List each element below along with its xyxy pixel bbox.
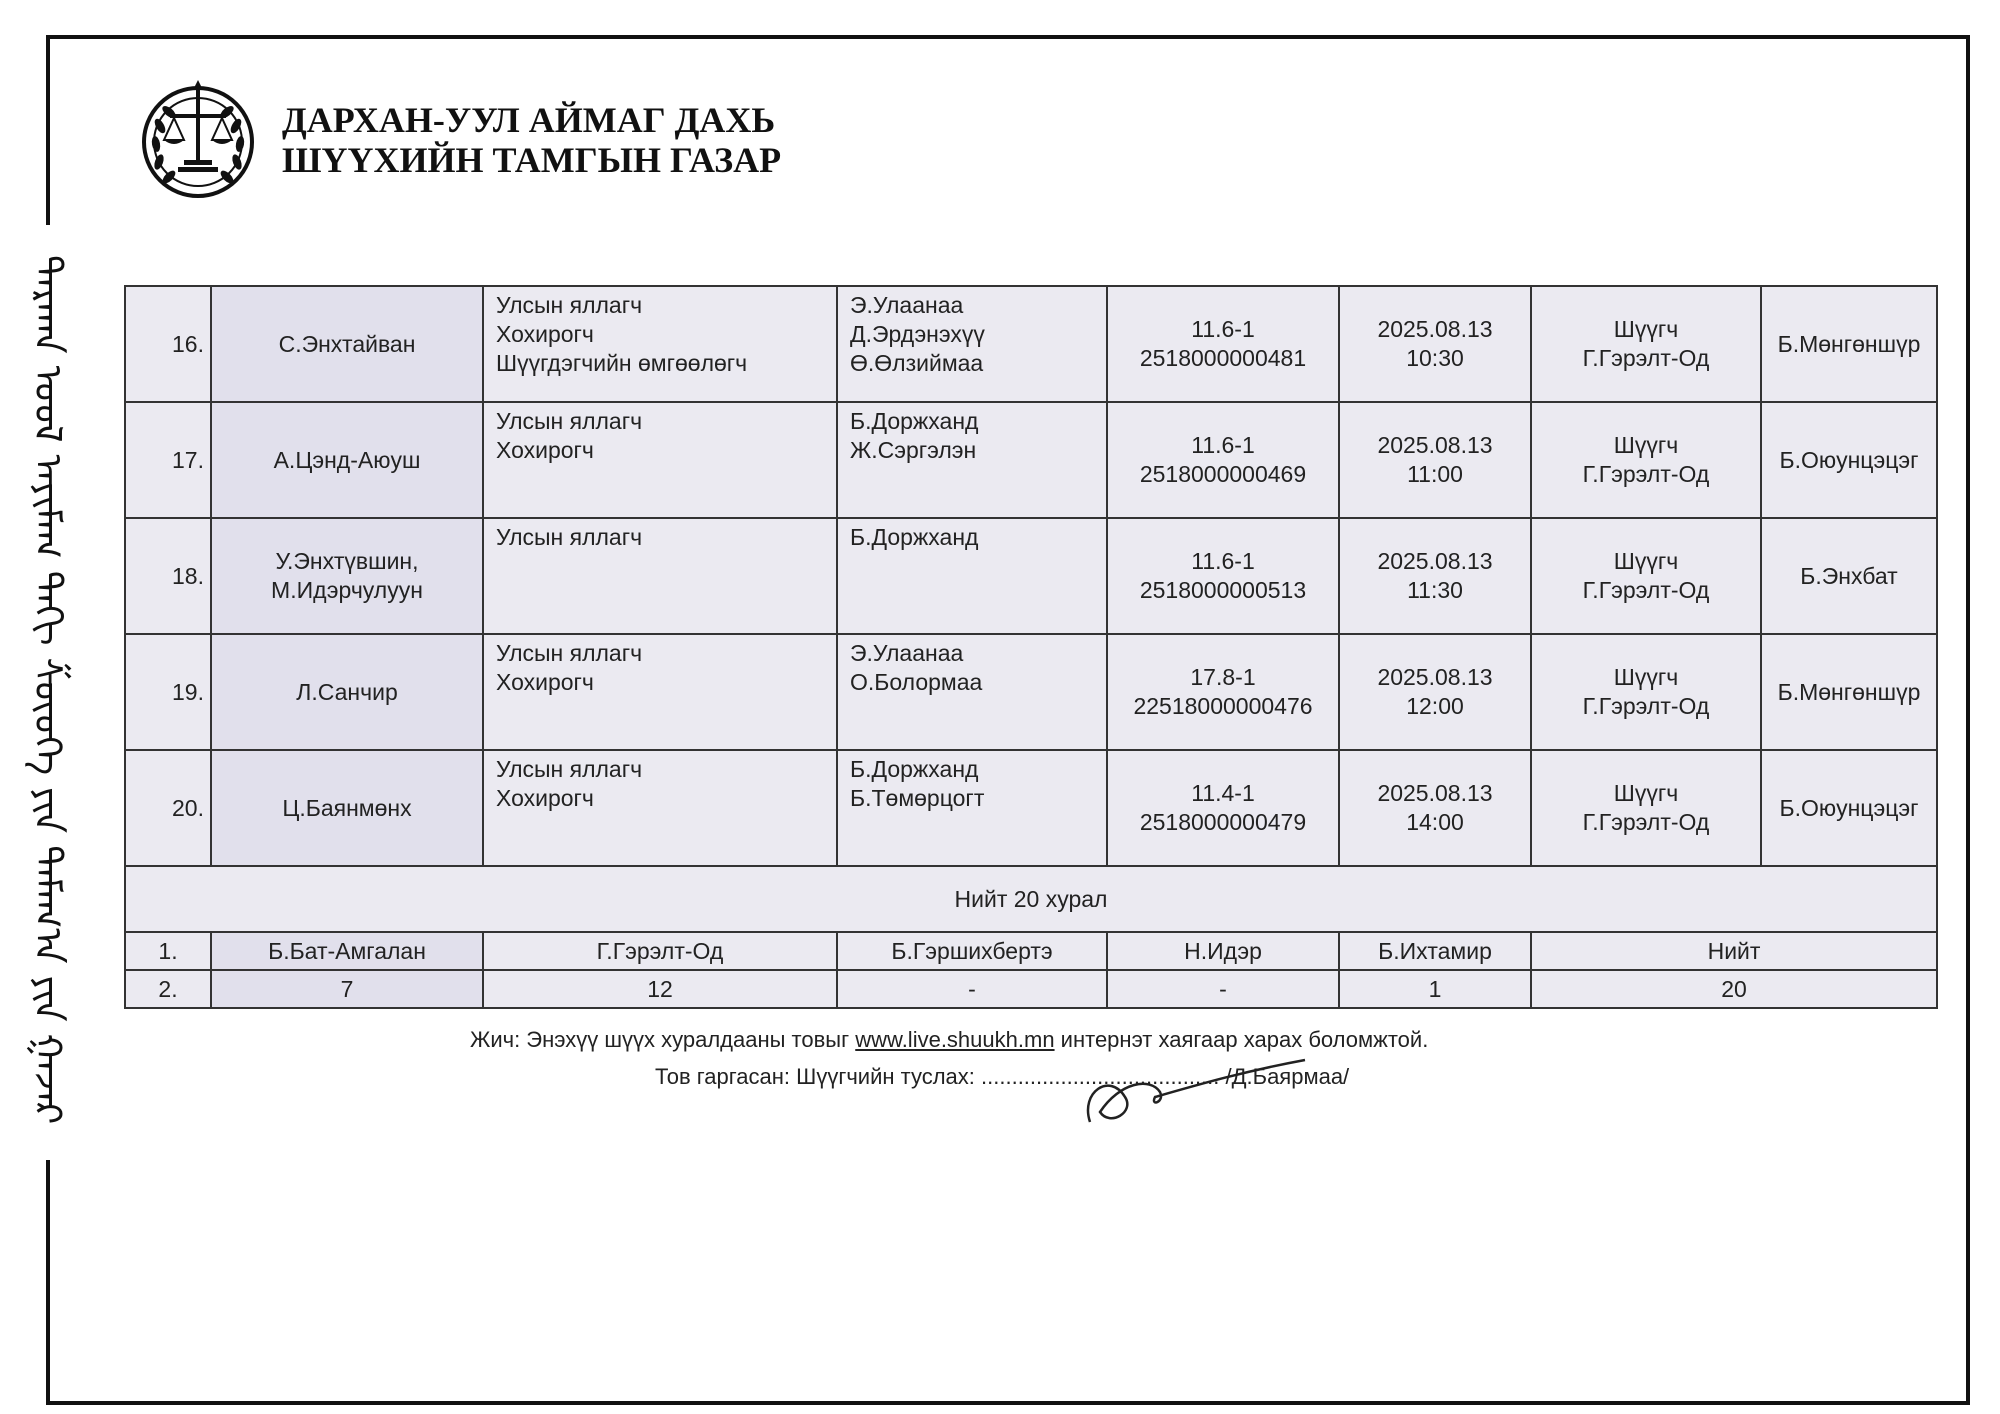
article-code: 11.6-1 [1191, 316, 1255, 342]
summary-cell [125, 970, 211, 1008]
row-number [125, 286, 211, 402]
parties-cell [483, 634, 837, 750]
summary-value: Б.Гэршихбертэ [891, 937, 1053, 964]
secretary-name: Б.Энхбат [1800, 562, 1898, 589]
party-role: Улсын яллагч [496, 756, 643, 782]
summary-cell [211, 932, 483, 970]
attendee-name: Б.Доржханд [850, 524, 979, 550]
mongolian-script-side-text: ᠳᠠᠷᠬᠠᠨ ᠤᠤᠯ ᠠᠶᠢᠮᠠᠭ ᠳᠠᠬᠢ ᠱᠦᠦᠬᠡ ᠶᠢᠨ ᠲᠠᠮᠠᠭ᠎ᠠ ᠶᠢᠨ ᠭᠠᠵᠠᠷ [26, 255, 70, 1125]
defendant-name-text: М.Идэрчулуун [271, 577, 423, 603]
hearing-date: 2025.08.13 [1377, 548, 1493, 574]
summary-value: 7 [340, 975, 354, 1002]
summary-cell [483, 932, 837, 970]
hearing-time: 14:00 [1406, 809, 1464, 835]
summary-cell [1107, 970, 1339, 1008]
summary-value: 2. [158, 975, 178, 1002]
hearing-date: 2025.08.13 [1377, 316, 1493, 342]
case-number: 2518000000481 [1139, 345, 1307, 371]
summary-cell [1339, 970, 1531, 1008]
judge-cell [1531, 518, 1761, 634]
prepared-by-line: Тов гаргасан: Шүүгчийн туслах: ....................................... /Д.Баярмаа/ [655, 1064, 1350, 1089]
row-number-text: 18. [172, 562, 204, 589]
table-row [125, 402, 1937, 518]
party-role: Хохирогч [496, 669, 594, 695]
party-role: Хохирогч [496, 785, 594, 811]
parties-cell [483, 750, 837, 866]
summary-cell [1531, 970, 1937, 1008]
summary-cell [1339, 932, 1531, 970]
case-number: 2518000000479 [1139, 809, 1307, 835]
total-row [125, 866, 1937, 932]
defendant-name [211, 634, 483, 750]
parties-cell [483, 518, 837, 634]
attendees-cell [837, 634, 1107, 750]
attendee-name: Э.Улаанаа [850, 640, 964, 666]
org-title-line2: ШҮҮХИЙН ТАМГЫН ГАЗАР [282, 140, 782, 180]
live-site-link[interactable]: www.live.shuukh.mn [855, 1027, 1055, 1052]
datetime-cell [1339, 286, 1531, 402]
signature-mark [1080, 1052, 1310, 1132]
case-cell [1107, 518, 1339, 634]
court-emblem-icon [138, 74, 258, 204]
hearing-time: 11:00 [1407, 461, 1463, 487]
summary-value: 12 [647, 975, 673, 1002]
hearing-schedule-table [124, 285, 1938, 1009]
secretary-cell [1761, 750, 1937, 866]
case-cell [1107, 286, 1339, 402]
datetime-cell [1339, 402, 1531, 518]
judge-name: Г.Гэрэлт-Од [1582, 345, 1710, 371]
parties-cell [483, 286, 837, 402]
total-label [125, 866, 1937, 932]
table-row [125, 750, 1937, 866]
datetime-cell [1339, 518, 1531, 634]
case-number: 2518000000513 [1139, 577, 1307, 603]
judge-name: Г.Гэрэлт-Од [1582, 461, 1710, 487]
article-code: 11.4-1 [1191, 780, 1255, 806]
summary-cell [1107, 932, 1339, 970]
judge-name: Г.Гэрэлт-Од [1582, 577, 1710, 603]
summary-value: 1. [158, 937, 178, 964]
summary-cell [125, 932, 211, 970]
defendant-name-text: Л.Санчир [296, 678, 398, 705]
total-label-text: Нийт 20 хурал [954, 885, 1108, 912]
datetime-cell [1339, 634, 1531, 750]
case-cell [1107, 634, 1339, 750]
judge-cell [1531, 286, 1761, 402]
attendees-cell [837, 402, 1107, 518]
attendee-name: Э.Улаанаа [850, 292, 964, 318]
row-number-text: 20. [172, 794, 204, 821]
footnote-suffix: интернэт хаягаар харах боломжтой. [1054, 1027, 1429, 1052]
defendant-name-text: Ц.Баянмөнх [282, 794, 412, 821]
judge-cell [1531, 750, 1761, 866]
secretary-name: Б.Оюунцэцэг [1779, 446, 1919, 473]
summary-value: 20 [1721, 975, 1747, 1002]
row-number-text: 16. [172, 330, 204, 357]
row-number [125, 750, 211, 866]
defendant-name [211, 750, 483, 866]
summary-value: Нийт [1707, 937, 1761, 964]
summary-value: 1 [1428, 975, 1442, 1002]
party-role: Улсын яллагч [496, 640, 643, 666]
attendee-name: Б.Төмөрцогт [850, 785, 985, 811]
hearing-time: 12:00 [1406, 693, 1464, 719]
summary-cell [837, 932, 1107, 970]
defendant-name [211, 518, 483, 634]
secretary-cell [1761, 634, 1937, 750]
secretary-name: Б.Оюунцэцэг [1779, 794, 1919, 821]
parties-cell [483, 402, 837, 518]
summary-row [125, 970, 1937, 1008]
summary-value: - [968, 975, 976, 1002]
summary-value: Н.Идэр [1184, 937, 1262, 964]
judge-name: Г.Гэрэлт-Од [1582, 809, 1710, 835]
row-number [125, 518, 211, 634]
defendant-name-text: У.Энхтүвшин, [275, 548, 419, 574]
party-role: Улсын яллагч [496, 292, 643, 318]
judge-title: Шүүгч [1613, 780, 1679, 806]
hearing-time: 11:30 [1407, 577, 1463, 603]
judge-title: Шүүгч [1613, 548, 1679, 574]
party-role: Улсын яллагч [496, 408, 643, 434]
hearing-time: 10:30 [1406, 345, 1464, 371]
party-role: Шүүгдэгчийн өмгөөлөгч [496, 350, 748, 376]
summary-cell [1531, 932, 1937, 970]
secretary-cell [1761, 286, 1937, 402]
summary-cell [837, 970, 1107, 1008]
table-row [125, 518, 1937, 634]
judge-cell [1531, 634, 1761, 750]
hearing-date: 2025.08.13 [1377, 432, 1493, 458]
attendee-name: Б.Доржханд [850, 756, 979, 782]
attendees-cell [837, 750, 1107, 866]
party-role: Хохирогч [496, 321, 594, 347]
defendant-name [211, 402, 483, 518]
court-office-title [282, 100, 781, 180]
article-code: 11.6-1 [1191, 432, 1255, 458]
footnote [470, 1027, 1428, 1053]
judge-name: Г.Гэрэлт-Од [1582, 693, 1710, 719]
article-code: 17.8-1 [1190, 664, 1256, 690]
footnote-prefix: Жич: Энэхүү шүүх хуралдааны товыг [470, 1027, 856, 1052]
attendee-name: Д.Эрдэнэхүү [850, 321, 985, 347]
case-number: 2518000000469 [1139, 461, 1307, 487]
judge-cell [1531, 402, 1761, 518]
row-number-text: 17. [172, 446, 204, 473]
judge-title: Шүүгч [1613, 316, 1679, 342]
table-row [125, 634, 1937, 750]
attendee-name: Б.Доржханд [850, 408, 979, 434]
table-row [125, 286, 1937, 402]
row-number-text: 19. [172, 678, 204, 705]
hearing-date: 2025.08.13 [1377, 664, 1493, 690]
defendant-name-text: С.Энхтайван [278, 330, 416, 357]
party-role: Улсын яллагч [496, 524, 643, 550]
attendee-name: О.Болормаа [850, 669, 983, 695]
summary-row [125, 932, 1937, 970]
defendant-name-text: А.Цэнд-Аюуш [273, 446, 421, 473]
row-number [125, 634, 211, 750]
attendees-cell [837, 518, 1107, 634]
summary-cell [483, 970, 837, 1008]
secretary-cell [1761, 518, 1937, 634]
summary-value: Б.Ихтамир [1378, 937, 1492, 964]
defendant-name [211, 286, 483, 402]
row-number [125, 402, 211, 518]
attendee-name: Ө.Өлзиймаа [850, 350, 984, 376]
summary-value: Б.Бат-Амгалан [268, 937, 426, 964]
case-cell [1107, 402, 1339, 518]
summary-value: - [1219, 975, 1227, 1002]
summary-cell [211, 970, 483, 1008]
case-cell [1107, 750, 1339, 866]
secretary-name: Б.Мөнгөншүр [1777, 330, 1921, 357]
summary-value: Г.Гэрэлт-Од [596, 937, 724, 964]
org-title-line1: ДАРХАН-УУЛ АЙМАГ ДАХЬ [282, 100, 776, 140]
datetime-cell [1339, 750, 1531, 866]
case-number: 22518000000476 [1133, 693, 1313, 719]
secretary-name: Б.Мөнгөншүр [1777, 678, 1921, 705]
judge-title: Шүүгч [1613, 664, 1679, 690]
article-code: 11.6-1 [1191, 548, 1255, 574]
judge-title: Шүүгч [1613, 432, 1679, 458]
attendees-cell [837, 286, 1107, 402]
hearing-date: 2025.08.13 [1377, 780, 1493, 806]
party-role: Хохирогч [496, 437, 594, 463]
attendee-name: Ж.Сэргэлэн [850, 437, 977, 463]
secretary-cell [1761, 402, 1937, 518]
